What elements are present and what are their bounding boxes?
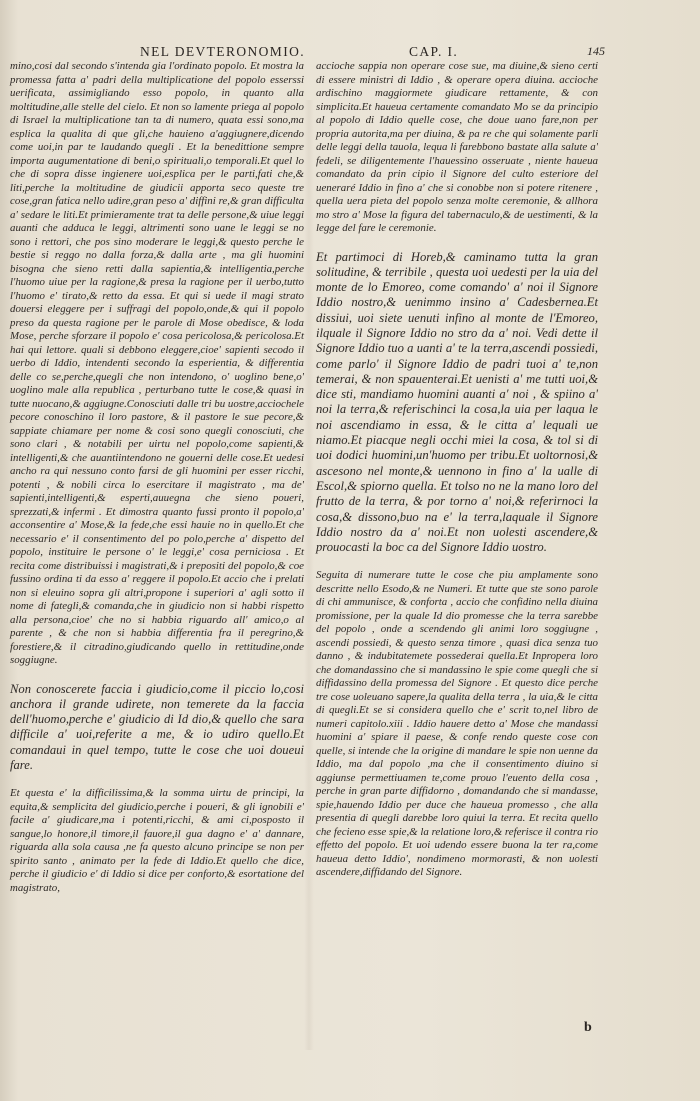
scripture-paragraph: Non conoscerete faccia i giudicio,come il piccio lo,cosi anchora il grande udirete, non temerete da la faccia dell'huomo,perche e' giudicio di Id dio,& quello che sara difficile a' uoi,referite a me, & io udiro quello.Et comandaui in quel tempo, tutte le cose che uoi doueui fare. [10,681,304,772]
signature-mark: b [584,1020,592,1035]
right-column [316,60,598,880]
commentary-paragraph: accioche sappia non operare cose sue, ma diuine,& sieno certi di essere ministri di Iddio , & operare opera diuina. accioche ardischino maggiormete giudicare rettamente, & con simplicita.Et haueua certamente comandato Mo se da principio al popolo di Iddio quelle cose, che doue uano fare,non per propria autorita,ma per diuina, & pa re che qui solamente parli delle leggi della tauola, lequa li farebbono bastate alla salute a' fedeli, se diligentemente l'hauessino osseruate , niente haueua comandato da prin cipio il Signore del culto esteriore del ueneraré Iddio in fino a' che si conobbe non si potere ritenere , quella uera pieta del popolo senza molte ceremonie, & allhora mo stro a' Mose la figura del tabernaculo,& de uestimenti, & la legge del fare le ceremonie. [316,60,598,234]
column-gutter [304,100,314,1050]
commentary-paragraph: Seguita di numerare tutte le cose che piu amplamente sono descritte nello Esodo,& ne Numeri. Et tutte que ste sono parole di chi ammunisce, & conforta , accio che confidino nella diuina promissione, per la quale Id dio promesse che la terra sarebbe del popolo , onde a scendendo gli animi loro soggiugne , ascendi possiedi, & questo senza timore , quasi dica senza tuo danno , & indubitatemete possederai quella.Et Inpropera loro che domandassino che si mandassino le spie come quegli che si diffidassino della promessa del Signore . Et questo dice perche tre cose uoleuano sapere,la qualita della terra , la uia,& le citta di quegli.Et se si considera quello che e' scrit to,nel libro de numeri capitolo.xiii . Iddio hauere detto a' Mose che mandassi huomini a' spiare il paese, & confe rendo queste cose con quelle, si intende che la origine di mandare le spie non uenne da Iddio, ma dal popolo ,ma che il consentimento diuino si aggiunse permettiuamen te,come prouo l'euento della cosa , perche in gran parte diffidorno , domandando che si mandasse, spie,hauendo Iddio per duce che haueua promesso , che alla presentia di quegli darebbe loro quiui la terra. Et recita quello che fecieno esse spie,& la relatione loro,& referisce il contra rio effetto del popolo. Et uoi udendo essere buona la ter ra,come haueua detto Iddio', nondimeno mormorasti, & non uolesti ascendere,diffidando del Signore. [316,569,598,879]
scripture-paragraph: Et partimoci di Horeb,& caminamo tutta la gran solitudine, & terribile , questa uoi uedesti per la uia del monte de lo Emoreo, come comando' a' noi il Signore Iddio nostro,& uenimmo insino a' Cadesbernea.Et dissiui, uoi siete uenuti infino al monte de l'Emoreo, ilquale il Signore Iddio no stro da a' noi. Vedi dette il Signore Iddio tuo a uanti a' te la terra,ascendi possiedi, come parlo' il Signore Iddio de padri tuoi a' te,non temerai, & non spauenterai.Et uenisti a' me tutti uoi,& dice sti, mandiamo huomini auanti a' noi , & spiino a' noi la terra,& referischinci la cosa,la uia per laqua le noi ascendiamo in essa, & le citta a' lequali ue niamo.Et piacque negli occhi miei la cosa, & tol si di uoi dodici huomini,un'huomo per tribu.Et uoltornosi,& ascesono nel monte,& uennono in fino a' la ualle di Escol,& spiorno quella. Et tolso no ne la mano loro del frutto de la terra, & por torno a' noi,& referirnoci la cosa,& dissono,buo na e' la terra,laquale il Signore Iddio nostro da a' noi.Et non uolesti ascendere,& prouocasti la boc ca del Signore Iddio uostro. [316,249,598,555]
chapter-heading: CAP. I. [409,44,459,59]
folio-number: 145 [587,44,605,58]
left-column [10,60,304,895]
commentary-paragraph: mino,cosi dal secondo s'intenda gia l'ordinato popolo. Et mostra la promessa fatta a' padri della multiplicatione del popolo esserssi uerificata, assimigliando esso popolo, in quanto alla moltitudine,alle stelle del cielo. Et non so lamente priega al popolo di Israel la multiplicatione tan ta di numero, quata essi sono,ma esplica la qualita di que gli,che hauieno a'aggiugnere,dicendo come uoi,in par te laudando quegli . Et la benedittione sempre importa augumentatione di beni,o spirituali,o temporali.Et quel lo che di sopra disse ingienere uoi,esplica per le parti,fati che,& liti,perche la moltitudine de giudicii apporta seco queste tre cose,gran fatica nello udire,gran peso a' diffini re,& gran difficulta a' sedare le liti.Et primieramente trat ta delle persone,& uiue leggi auanti che adduca le leggi, altrimenti sono uane le leggi se no sono i rettori, che pos sino moderare le leggi,& questo perche le bestie si reggo no dalla forza,& dalla arte , ma gli huomini bisogna che sieno retti dalla sapientia,& intelligentia,perche l'huomo uiue per la ragione,& presa la ragione per il uerbo,tutto l'huomo e' tirato,& retto da essa. Et qui si uede il magi strato douersi eleggere per i suffragi del popolo,onde,& qui il popolo preso da questa ragione per le parole di Mose obedisce, & loda Mose, perche sforzare il popolo e' cosa pericolosa,& pericolosa.Et hai qui lettore. quali si debbono eleggere,cioe' sapienti secodo il uerbo di Iddio, intendenti secondo la esperientia, & differentia delle co se,perche,quegli che non intendono, o' uoglino bene,o' uoglino male alla republica , perturbano tutte le cose,& quasi in tutte nuocano,& aggiugne.Conosciuti dalle tri bu uostre,acciochele pecore conoschino il loro pastore, & il pastore le sue pecore,& sappiate chiamare per nome & cosi sono quegli conosciuti, che sono clari , & notabili per uirtu nel popolo,come sapienti,& intelligenti,& che auantiintendono ne gouerni delle cose.Et uedesi ancho ra qui nessuno conto farsi de gli huomini per esser ricchi, potenti , & nobili circa lo esercitare il magistrato , ma de' sapienti,intelligenti,& esperti,auuegna che sieno poueri, sprezzati,& infermi . Et dimostra quanto fussi pronto il popolo,a' acconsentire a' Mose,& la fede,che essi hauie no in quello.Et che necessario e' il consentimento del po polo,perche a' dispetto del popolo, instituire le persone o' le leggi,e' cosa perniciosa . Et recita come distribuissi i magistrati,& i prepositi del popolo,& coe fussino ordina ti da esso a' reggere il popolo.Et accio che i prelati non si eleuino sopra gli altri,propone i superiori a' agli sotto il nome di fategli,& comanda,che in giudicio non si habbi rispetto alla persona,cioe' che no si habbia riguardo all' amico,o al parente , & che non si habbia differentia fra il peregrino,& forestiere,& il citradino,giudicando quello in rettitudine,onde soggiugne. [10,60,304,666]
commentary-paragraph: Et questa e' la difficilissima,& la somma uirtu de principi, la equita,& semplicita del giudicio,perche i poueri, & gli ignobili e' facile a' giudicare,ma i potenti,ricchi, & ami ci,posposto il sangue,lo honore,il timore,il fauore,il gua dagno e' a' dannare, riguarda alla sola causa ,ne fa questo alcuno principe se non per spirito santo , animato per la fede di Iddio.Et quello che dice, perche il giudicio e' di Iddio si dice per conforto,& esortatione del magistrato, [10,787,304,894]
running-title: NEL DEVTERONOMIO. [140,44,306,59]
